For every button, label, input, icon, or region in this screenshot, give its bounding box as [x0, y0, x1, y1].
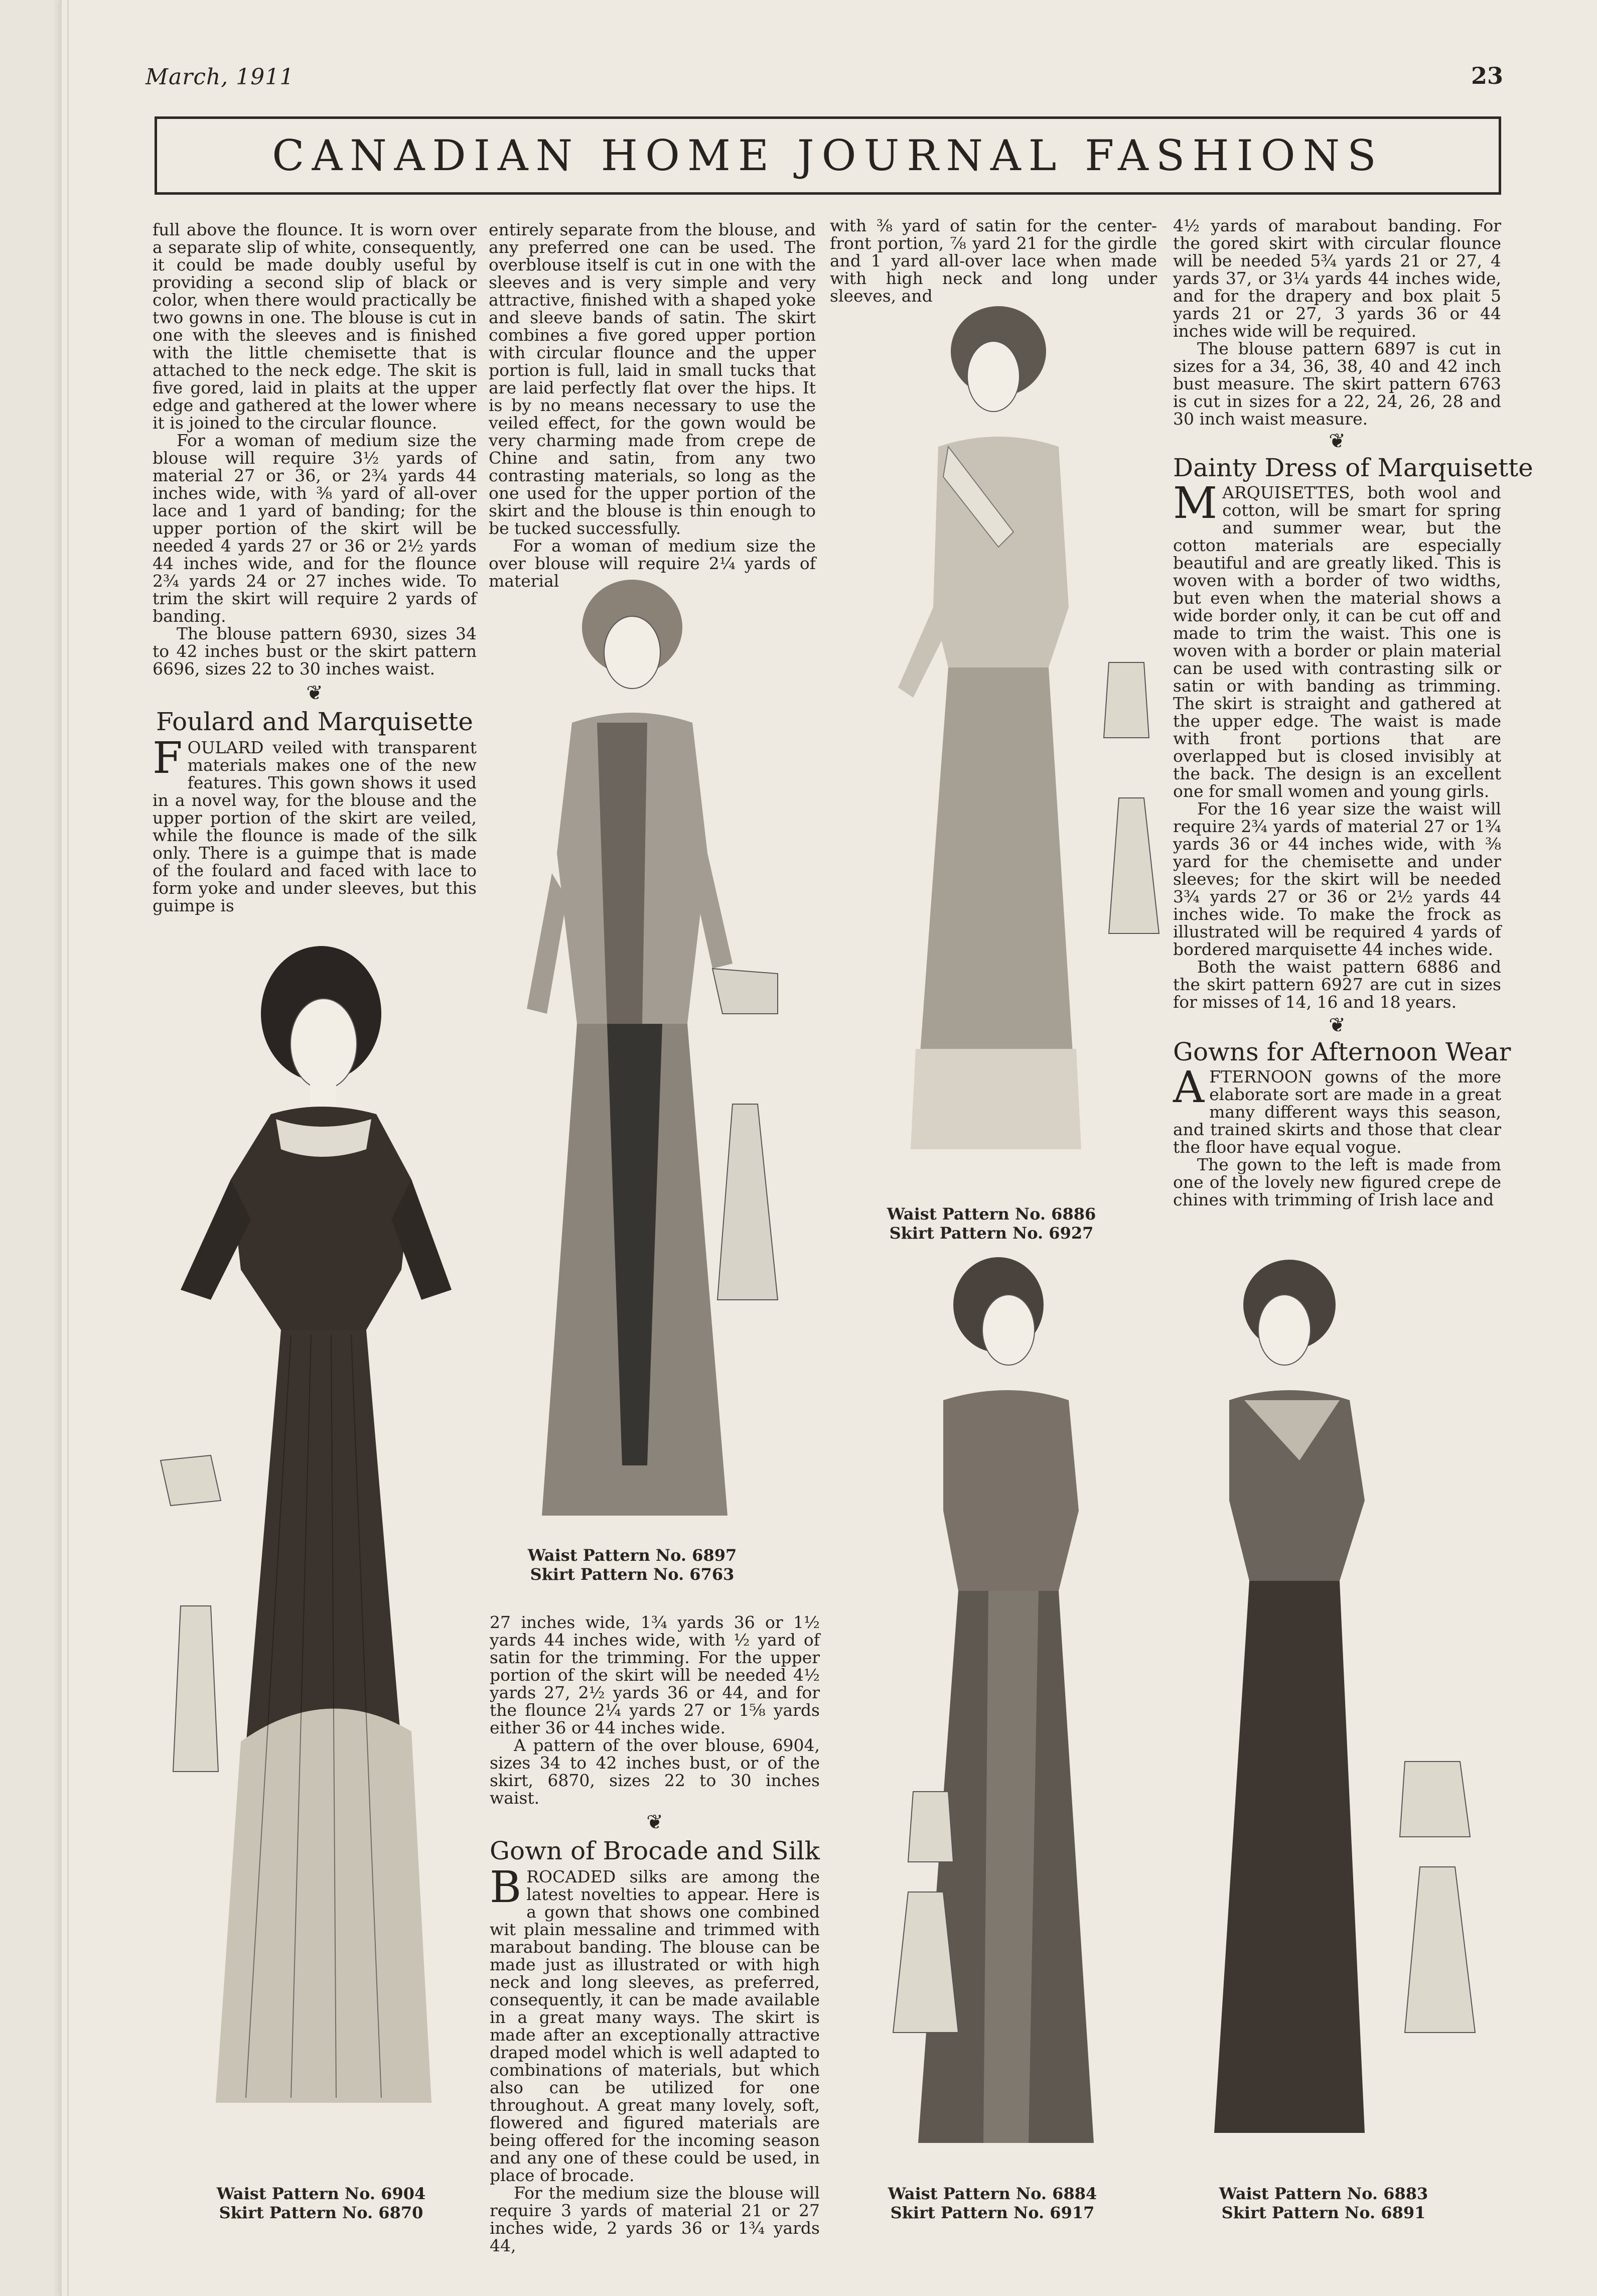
skirt-pattern-label: Skirt Pattern No. 6917: [890, 2203, 1095, 2222]
page-edge: [67, 0, 69, 2296]
column-4-text: [1173, 216, 1533, 1209]
pattern-caption-6884: [887, 2184, 1098, 2222]
issue-date: March, 1911: [146, 64, 295, 90]
paragraph: The gown to the left is made from one of the lovely new figured crepe de chines with trimming of Irish lace and: [1173, 1155, 1501, 1209]
paragraph: entirely separate from the blouse, and any preferred one can be used. The overblouse itself is cut in one with the sleeves and is very simple and very attractive, finished with a shaped yoke and sleeve bands of satin. The skirt combines a five gored upper portion with circular flounce and the upper portion is full, laid in small tucks that are laid perfectly flat over the hips. It is by no means necessary to use the veiled effect, for the gown would be very charming made from crepe de Chine and satin, from any two contrasting materials, so long as the one used for the upper portion of the skirt and the blouse is thin enough to be tucked successfully.: [489, 220, 816, 538]
waist-pattern-label: Waist Pattern No. 6884: [888, 2184, 1097, 2203]
page-number: 23: [1471, 62, 1504, 89]
pattern-caption-6883: [1218, 2184, 1429, 2222]
drop-cap: M: [1173, 478, 1218, 528]
paragraph: The blouse pattern 6897 is cut in sizes for a 34, 36, 38, 40 and 42 inch bust measure. The skirt pattern 6763 is cut in sizes for a 22, 24, 26, 28 and 30 inch waist measure.: [1173, 339, 1501, 429]
paragraph: For a woman of medium size the over blouse will require 2¼ yards of material: [489, 536, 816, 591]
section-body: ROCADED silks are among the latest novelties to appear. Here is a gown that shows one combined wit plain messaline and trimmed with marabout banding. The blouse can be made just as illustrated or with high neck and long sleeves, as preferred, consequently, it can be made available in a great many ways. The skirt is made after an exceptionally attractive draped model which is well adapted to combinations of materials, but which also can be utilized for one throughout. A great many lovely, soft, flowered and figured materials are being offered for the incoming season and any one of these could be used, in place of brocade.: [490, 1867, 820, 2185]
column-3-text: [830, 217, 1157, 305]
masthead: CANADIAN HOME JOURNAL FASHIONS: [155, 116, 1501, 195]
section-heading: Gown of Brocade and Silk: [490, 1836, 820, 1865]
ornament-icon: ❦: [646, 1811, 663, 1834]
skirt-pattern-label: Skirt Pattern No. 6763: [530, 1565, 735, 1584]
paragraph: For the 16 year size the waist will require 2¾ yards of material 27 or 1¾ yards 36 or 44 inches wide, with ⅜ yard for the chemisette and under sleeves; for the skirt will be needed 3¾ yards 27 or 36 or 2½ yards 44 inches wide. To make the frock as illustrated will be required 4 yards of bordered marquisette 44 inches wide.: [1173, 799, 1501, 959]
column-2-text: [489, 221, 816, 590]
waist-pattern-label: Waist Pattern No. 6886: [887, 1204, 1096, 1224]
drop-cap: F: [153, 733, 183, 783]
paragraph: 4½ yards of marabout banding. For the gored skirt with circular flounce will be needed 5¾ yards 21 or 27, 4 yards 37, or 3¼ yards 44 inches wide, and for the drapery and box plait 5 yards 21 or 27, 3 yards 36 or 44 inches wide will be required.: [1173, 216, 1501, 341]
column-1-text: [153, 221, 477, 914]
skirt-pattern-label: Skirt Pattern No. 6891: [1221, 2203, 1426, 2222]
waist-pattern-label: Waist Pattern No. 6904: [216, 2184, 426, 2203]
drop-cap: B: [490, 1862, 522, 1913]
waist-pattern-label: Waist Pattern No. 6897: [527, 1546, 737, 1565]
section-heading: Gowns for Afternoon Wear: [1173, 1037, 1511, 1066]
section-heading: Dainty Dress of Marquisette: [1173, 453, 1533, 482]
waist-pattern-label: Waist Pattern No. 6883: [1219, 2184, 1428, 2203]
drop-cap: A: [1173, 1062, 1205, 1113]
paragraph: For a woman of medium size the blouse will require 3½ yards of material 27 or 36, or 2¾ yards 44 inches wide, with ⅜ yard of all-over lace and 1 yard of banding; for the upper portion of the skirt will be needed 4 yards 27 or 36 or 2½ yards 44 inches wide, and for the flounce 2¾ yards 24 or 27 inches wide. To trim the skirt will require 2 yards of banding.: [153, 431, 477, 626]
pattern-caption-6886: [886, 1204, 1097, 1243]
pattern-caption-6904: [216, 2184, 426, 2222]
gown-6886-illustration: [848, 296, 1169, 1220]
ornament-icon: ❦: [1329, 430, 1346, 453]
ornament-icon: ❦: [306, 682, 323, 705]
middle-lower-text: [490, 1613, 820, 2254]
paragraph: For the medium size the blouse will require 3 yards of material 21 or 27 inches wide, 2 yards 36 or 1¾ yards 44,: [490, 2183, 820, 2255]
paragraph: The blouse pattern 6930, sizes 34 to 42 inches bust or the skirt pattern 6696, sizes 22 to 30 inches waist.: [153, 624, 477, 679]
pattern-caption-6897: [527, 1546, 738, 1584]
paragraph: Both the waist pattern 6886 and the skirt pattern 6927 are cut in sizes for misses of 14, 16 and 18 years.: [1173, 957, 1501, 1012]
section-body: FTERNOON gowns of the more elaborate sort are made in a great many different ways this season, and trained skirts and those that clear the floor have equal vogue.: [1173, 1067, 1501, 1157]
skirt-pattern-label: Skirt Pattern No. 6927: [889, 1224, 1094, 1243]
ornament-icon: ❦: [1329, 1014, 1346, 1037]
paragraph: 27 inches wide, 1¾ yards 36 or 1½ yards 44 inches wide, with ½ yard of satin for the trimming. For the upper portion of the skirt will be needed 4½ yards 27, 2½ yards 36 or 44, and for the flounce 2¼ yards 27 or 1⅝ yards either 36 or 44 inches wide.: [490, 1612, 820, 1737]
paragraph: with ⅜ yard of satin for the center-front portion, ⅞ yard 21 for the girdle and 1 yard all-over lace when made with high neck and long under sleeves, and: [830, 216, 1157, 306]
paragraph: A pattern of the over blouse, 6904, sizes 34 to 42 inches bust, or of the skirt, 6870, sizes 22 to 30 inches waist.: [490, 1735, 820, 1808]
paragraph: full above the flounce. It is worn over a separate slip of white, consequently, it could be made doubly useful by providing a second slip of black or color, when there would practically be two gowns in one. The blouse is cut in one with the sleeves and is finished with the little chemisette that is attached to the neck edge. The skit is five gored, laid in plaits at the upper edge and gathered at the lower where it is joined to the circular flounce.: [153, 220, 477, 433]
section-heading: Foulard and Marquisette: [156, 707, 473, 736]
section-body: OULARD veiled with transparent materials makes one of the new features. This gown shows it used in a novel way, for the blouse and the upper portion of the skirt are veiled, while the flounce is made of the silk only. There is a guimpe that is made of the foulard and faced with lace to form yoke and under sleeves, but this guimpe is: [153, 738, 477, 915]
gown-6904-illustration: [151, 898, 482, 2168]
skirt-pattern-label: Skirt Pattern No. 6870: [219, 2203, 423, 2222]
gowns-6884-6883-illustration: [848, 1250, 1505, 2168]
section-body: ARQUISETTES, both wool and cotton, will be smart for spring and summer wear, but the cotton materials are especially beautiful and are greatly liked. This is woven with a border of two widths, but even when the material shows a wide border only, it can be cut off and made to trim the waist. This one is woven with a border or plain material can be used with contrasting silk or satin or with banding as trimming. The skirt is straight and gathered at the upper edge. The waist is made with front portions that are overlapped but is closed invisibly at the back. The design is an excellent one for small women and young girls.: [1173, 483, 1501, 801]
gown-6897-illustration: [497, 572, 798, 1536]
page-edge: [60, 0, 62, 2296]
